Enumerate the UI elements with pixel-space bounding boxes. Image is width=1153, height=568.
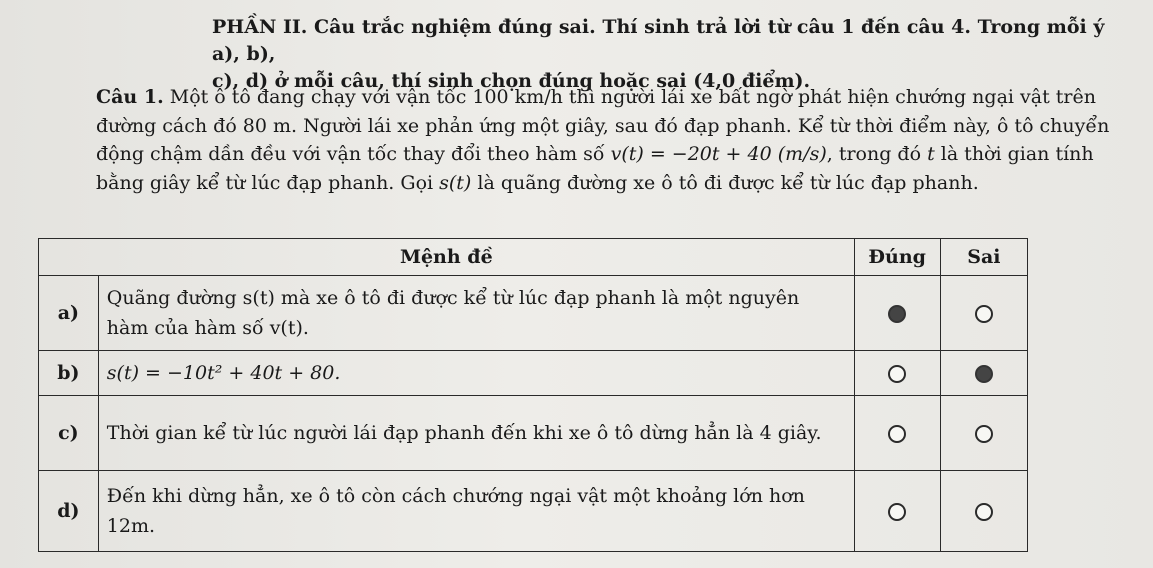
table-header-row <box>39 239 1028 276</box>
question-text-3: là thời gian tính bằng giây kể từ lúc đạp phanh. Gọi <box>96 143 1094 194</box>
true-radio[interactable] <box>888 365 906 383</box>
table-row <box>39 396 1028 471</box>
row-statement: Thời gian kể từ lúc người lái đạp phanh đến khi xe ô tô dừng hẳn là 4 giây. <box>98 396 854 471</box>
true-cell <box>854 276 940 351</box>
row-statement: Quãng đường s(t) mà xe ô tô đi được kể từ lúc đạp phanh là một nguyên hàm của hàm số v(t). <box>98 276 854 351</box>
question-label: Câu 1. <box>96 86 164 108</box>
question-text-4: là quãng đường xe ô tô đi được kể từ lúc đạp phanh. <box>471 171 979 194</box>
table-row <box>39 276 1028 351</box>
false-cell <box>940 276 1027 351</box>
true-cell <box>854 351 940 396</box>
header-true: Đúng <box>854 239 940 276</box>
false-cell <box>940 351 1027 396</box>
row-label: a) <box>39 276 99 351</box>
question-1 <box>96 83 1136 197</box>
heading-line-2: c), d) ở mỗi câu, thí sinh chọn đúng hoặc sai (4,0 điểm). <box>212 70 811 92</box>
true-cell <box>854 471 940 552</box>
row-label: c) <box>39 396 99 471</box>
s-variable: s(t) <box>439 171 472 194</box>
header-statement: Mệnh đề <box>39 239 855 276</box>
false-cell <box>940 471 1027 552</box>
table-row <box>39 471 1028 552</box>
true-radio[interactable] <box>888 503 906 521</box>
velocity-formula: v(t) = −20t + 40 (m/s) <box>610 143 827 165</box>
header-false: Sai <box>940 239 1027 276</box>
row-statement: Đến khi dừng hẳn, xe ô tô còn cách chướng ngại vật một khoảng lớn hơn 12m. <box>98 471 854 552</box>
table-row <box>39 351 1028 396</box>
row-label: d) <box>39 471 99 552</box>
heading-line-1: PHẦN II. Câu trắc nghiệm đúng sai. Thí sinh trả lời từ câu 1 đến câu 4. Trong mỗi ý a), b), <box>212 16 1105 65</box>
false-radio[interactable] <box>975 425 993 443</box>
true-radio[interactable] <box>888 305 906 323</box>
row-label: b) <box>39 351 99 396</box>
row-statement: s(t) = −10t² + 40t + 80. <box>98 351 854 396</box>
question-text-1: Một ô tô đang chạy với vận tốc 100 km/h thì người lái xe bất ngờ phát hiện chướng ngại vật trên đường cách đó 80 m. Người lái xe phản ứng một giây, sau đó đạp phanh. Kể từ thời điểm này, ô tô chuyển động chậm dần đều với vận tốc thay đổi theo hàm số <box>96 86 1110 165</box>
true-radio[interactable] <box>888 425 906 443</box>
t-variable: t <box>927 143 935 165</box>
statement-table <box>38 238 1028 552</box>
true-cell <box>854 396 940 471</box>
false-radio[interactable] <box>975 305 993 323</box>
question-text-2: , trong đó <box>826 143 928 165</box>
false-radio[interactable] <box>975 503 993 521</box>
false-cell <box>940 396 1027 471</box>
false-radio[interactable] <box>975 365 993 383</box>
